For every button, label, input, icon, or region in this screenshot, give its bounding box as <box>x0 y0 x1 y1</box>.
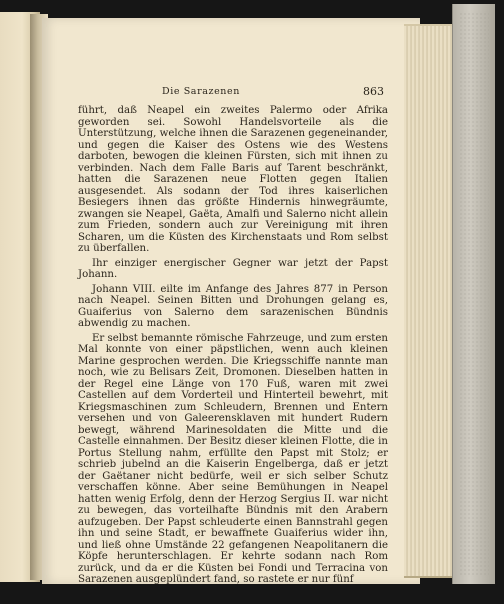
body-text <box>78 105 388 586</box>
running-title: Die Sarazenen <box>162 86 240 97</box>
paragraph: Ihr einziger energischer Gegner war jetzt der Papst Johann. <box>78 257 388 280</box>
paragraph: führt, daß Neapel ein zweites Palermo oder Afrika geworden sei. Sowohl Handelsvorteile als die Unterstützung, welche ihnen die Sarazenen gegeneinander, und gegen die Kaiser des Ostens wie des Westens darboten, bewogen die kleinen Fürsten, sich mit ihnen zu verbinden. Nach dem Falle Baris auf Tarent beschränkt, hatten die Sarazenen neue Flotten gegen Italien ausgesendet. Als sodann der Tod ihres kaiserlichen Besiegers ihnen das größte Hindernis hinwegräumte, zwangen sie Neapel, Gaëta, Amalfi und Salerno nicht allein zum Frieden, sondern auch zur Vereinigung mit ihren Scharen, um die Küsten des Kirchenstaats und Rom selbst zu überfallen. <box>78 105 388 254</box>
page-edges <box>404 24 456 578</box>
cover-texture <box>459 12 489 576</box>
book-cover <box>452 4 495 584</box>
paragraph: Er selbst bemannte römische Fahrzeuge, und zum ersten Mal konnte von einer päpstlichen, wenn auch kleinen Marine gesprochen werden. Die Kriegsschiffe nannte man noch, wie zu Belisars Zeit, Dromonen. Dieselben hatten in der Regel eine Länge von 170 Fuß, waren mit zwei Castellen auf dem Vorderteil und Hinterteil bewehrt, mit Kriegsmaschinen zum Schleudern, Brennen und Entern versehen und von Galeerensklaven mit hundert Rudern bewegt, während Marinesoldaten die Mitte und die Castelle einnahmen. Der Besitz dieser kleinen Flotte, die in Portus Stellung nahm, erfüllte den Papst mit Stolz; er schrieb jubelnd an die Kaiserin Engelberga, daß er jetzt der Gaëtaner nicht bedürfe, weil er sich selber Schutz verschaffen könne. Aber seine Bemühungen in Neapel hatten wenig Erfolg, denn der Herzog Sergius II. war nicht zu bewegen, das vorteilhafte Bündnis mit den Arabern aufzugeben. Der Papst schleuderte einen Bannstrahl gegen ihn und seine Stadt, er bewaffnete Guaiferius wider ihn, und ließ ohne Umstände 22 gefangenen Neapolitanern die Köpfe herunterschlagen. Er kehrte sodann nach Rom zurück, und da er die Küsten bei Fondi und Terracina von Sarazenen ausgeplündert fand, so rastete er nur fünf <box>78 332 388 585</box>
paragraph: Johann VIII. eilte im Anfange des Jahres 877 in Person nach Neapel. Seinen Bitten und Drohungen gelang es, Guaiferius von Salerno dem sarazenischen Bündnis abwendig zu machen. <box>78 283 388 329</box>
page-number: 863 <box>363 85 384 98</box>
running-head <box>42 86 420 102</box>
